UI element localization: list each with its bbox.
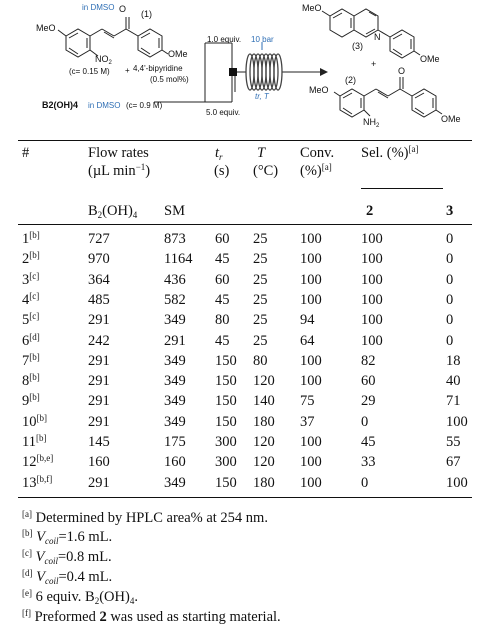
footnote-f: [f] Preformed 2 was used as starting material. <box>22 608 281 625</box>
footnote-b: [b] $V_{coil}=1.6$ mL. <box>22 528 113 546</box>
flow-sm-cell: 160 <box>164 454 186 471</box>
compound-3-ome: OMe <box>420 54 440 64</box>
entry-cell: 3[c] <box>22 270 40 288</box>
compound-3-meo: MeO <box>302 3 322 13</box>
reagent-b2oh4: B2(OH)4 <box>42 100 79 110</box>
compound-1-meo: MeO <box>36 23 56 33</box>
compound-2-label: (2) <box>345 75 356 85</box>
selectivity-3-cell: 71 <box>446 393 461 410</box>
selectivity-3-cell: 0 <box>446 332 454 349</box>
residence-time-cell: 300 <box>215 454 237 471</box>
header-selectivity: Sel. (%)[a] <box>361 144 419 161</box>
header-temperature-unit: (°C) <box>253 163 279 179</box>
compound-1-o: O <box>119 4 127 14</box>
temperature-cell: 120 <box>253 373 275 390</box>
header-flow-unit: (µL $\min^{-1}$) <box>88 162 151 179</box>
selectivity-2-cell: 100 <box>361 291 383 308</box>
selectivity-3-cell: 67 <box>446 454 461 471</box>
flow-sm-cell: 349 <box>164 413 186 430</box>
selectivity-2-cell: 100 <box>361 332 383 349</box>
entry-cell: 11[b] <box>22 433 47 450</box>
selectivity-2-cell: 60 <box>361 373 376 390</box>
conversion-cell: 100 <box>300 271 322 288</box>
plus-1: + <box>125 66 130 75</box>
table-row <box>0 454 489 470</box>
temperature-cell: 25 <box>253 271 268 288</box>
flow-sm-cell: 582 <box>164 291 186 308</box>
flow-sm-cell: 175 <box>164 434 186 450</box>
compound-1-no2: $NO_2$ <box>95 54 112 66</box>
residence-time-cell: 150 <box>215 373 237 390</box>
selectivity-rule <box>361 188 443 189</box>
header-conversion: Conv. <box>300 145 335 161</box>
residence-time-cell: 45 <box>215 332 230 349</box>
table-row <box>0 251 489 267</box>
temperature-cell: 25 <box>253 332 268 349</box>
compound-2-nh2: $NH_2$ <box>363 117 380 129</box>
residence-time-cell: 300 <box>215 434 237 450</box>
header-bottom-rule <box>18 224 472 225</box>
flow-b2oh4-cell: 291 <box>88 393 110 410</box>
equiv-top: 1.0 equiv. <box>207 35 242 44</box>
solvent-top: in DMSO <box>82 3 115 12</box>
selectivity-2-cell: 100 <box>361 231 383 247</box>
header-sm: SM <box>164 203 185 219</box>
flow-b2oh4-cell: 160 <box>88 454 110 471</box>
compound-2-meo: MeO <box>309 85 329 95</box>
residence-time-cell: 45 <box>215 251 230 268</box>
header-product-3: 3 <box>446 203 454 219</box>
selectivity-2-cell: 100 <box>361 251 383 268</box>
selectivity-3-cell: 40 <box>446 373 461 390</box>
flow-sm-cell: 349 <box>164 312 186 329</box>
table-row <box>0 231 489 247</box>
conversion-cell: 100 <box>300 373 322 390</box>
selectivity-2-cell: 100 <box>361 271 383 288</box>
coil-reactor <box>246 54 282 90</box>
selectivity-3-cell: 18 <box>446 352 461 369</box>
flow-b2oh4-cell: 727 <box>88 231 110 247</box>
equiv-bottom: 5.0 equiv. <box>206 108 241 117</box>
selectivity-3-cell: 0 <box>446 271 454 288</box>
coil-conditions: tr, T <box>255 92 269 101</box>
temperature-cell: 25 <box>253 312 268 329</box>
temperature-cell: 80 <box>253 352 268 369</box>
table-row <box>0 333 489 349</box>
entry-cell: 2[b] <box>22 250 40 268</box>
conversion-cell: 75 <box>300 393 315 410</box>
selectivity-3-cell: 0 <box>446 291 454 308</box>
temperature-cell: 120 <box>253 434 275 450</box>
flow-b2oh4-cell: 291 <box>88 373 110 390</box>
header-residence-time-unit: (s) <box>214 163 230 179</box>
table-row <box>0 353 489 369</box>
residence-time-cell: 150 <box>215 413 237 430</box>
table-row <box>0 312 489 328</box>
entry-cell: 13[b,f] <box>22 473 53 491</box>
conversion-cell: 94 <box>300 312 315 329</box>
conversion-cell: 100 <box>300 434 322 450</box>
conc-2: (c= 0.9 M) <box>126 101 163 110</box>
footnote-d: [d] $V_{coil}=0.4$ mL. <box>22 568 113 586</box>
flow-b2oh4-cell: 291 <box>88 474 110 491</box>
flow-sm-cell: 349 <box>164 474 186 491</box>
residence-time-cell: 150 <box>215 474 237 491</box>
compound-1-label: (1) <box>141 9 152 19</box>
selectivity-2-cell: 0 <box>361 413 369 430</box>
selectivity-3-cell: 0 <box>446 251 454 268</box>
solvent-bottom: in DMSO <box>88 101 121 110</box>
compound-3-n: N <box>374 32 381 42</box>
temperature-cell: 180 <box>253 474 275 491</box>
table-top-rule <box>18 140 472 141</box>
selectivity-2-cell: 29 <box>361 393 376 410</box>
compound-2-ome: OMe <box>441 114 461 124</box>
residence-time-cell: 45 <box>215 291 230 308</box>
temperature-cell: 180 <box>253 413 275 430</box>
table-row <box>0 373 489 389</box>
entry-cell: 8[b] <box>22 372 40 390</box>
entry-cell: 6[d] <box>22 331 40 349</box>
footnote-c: [c] $V_{coil}=0.8$ mL. <box>22 548 112 566</box>
entry-cell: 7[b] <box>22 351 40 369</box>
header-entry: # <box>22 145 30 161</box>
temperature-cell: 25 <box>253 291 268 308</box>
flow-b2oh4-cell: 291 <box>88 413 110 430</box>
table-row <box>0 434 489 450</box>
selectivity-2-cell: 0 <box>361 474 369 491</box>
table-row <box>0 272 489 288</box>
footnote-a: [a] Determined by HPLC area% at 254 nm. <box>22 509 268 526</box>
table-row <box>0 292 489 308</box>
flow-b2oh4-cell: 291 <box>88 352 110 369</box>
conversion-cell: 100 <box>300 251 322 268</box>
plus-2: + <box>371 59 377 69</box>
conversion-cell: 100 <box>300 231 322 247</box>
flow-b2oh4-cell: 145 <box>88 434 110 450</box>
compound-3-label: (3) <box>352 41 363 51</box>
flow-b2oh4-cell: 970 <box>88 251 110 268</box>
selectivity-3-cell: 55 <box>446 434 461 450</box>
entry-cell: 4[c] <box>22 290 40 308</box>
conversion-cell: 100 <box>300 291 322 308</box>
conversion-cell: 100 <box>300 352 322 369</box>
catalyst-name: 4,4'-bipyridine <box>133 64 183 73</box>
selectivity-3-cell: 100 <box>446 474 468 491</box>
selectivity-3-cell: 100 <box>446 413 468 430</box>
residence-time-cell: 150 <box>215 352 237 369</box>
flow-sm-cell: 436 <box>164 271 186 288</box>
flow-sm-cell: 349 <box>164 393 186 410</box>
entry-cell: 9[b] <box>22 392 40 410</box>
entry-cell: 1[b] <box>22 230 40 247</box>
header-temperature: T <box>257 145 266 161</box>
pressure-label: 10 bar <box>251 35 274 44</box>
residence-time-cell: 60 <box>215 231 230 247</box>
flow-sm-cell: 1164 <box>164 251 193 268</box>
entry-cell: 5[c] <box>22 311 40 329</box>
header-product-2: 2 <box>366 203 374 219</box>
flow-sm-cell: 349 <box>164 373 186 390</box>
conversion-cell: 37 <box>300 413 315 430</box>
selectivity-2-cell: 45 <box>361 434 376 450</box>
selectivity-2-cell: 82 <box>361 352 376 369</box>
conversion-cell: 100 <box>300 454 322 471</box>
footnote-e: [e] 6 equiv. $B_2(OH)_4$. <box>22 588 138 606</box>
reaction-scheme <box>0 0 489 140</box>
conc-1: (c= 0.15 M) <box>69 67 110 76</box>
compound-2-o: O <box>398 66 406 76</box>
entry-cell: 12[b,e] <box>22 453 54 471</box>
flow-b2oh4-cell: 364 <box>88 271 110 288</box>
selectivity-2-cell: 100 <box>361 312 383 329</box>
flow-sm-cell: 291 <box>164 332 186 349</box>
table-row <box>0 475 489 491</box>
compound-1-ome: OMe <box>168 49 188 59</box>
catalyst-loading: (0.5 mol%) <box>150 75 189 84</box>
entry-cell: 10[b] <box>22 412 47 430</box>
header-residence-time: $t_r$ <box>215 145 223 162</box>
temperature-cell: 25 <box>253 251 268 268</box>
selectivity-2-cell: 33 <box>361 454 376 471</box>
header-conversion-unit: (%)[a] <box>300 162 332 179</box>
selectivity-3-cell: 0 <box>446 312 454 329</box>
conversion-cell: 64 <box>300 332 315 349</box>
temperature-cell: 25 <box>253 231 268 247</box>
selectivity-3-cell: 0 <box>446 231 454 247</box>
temperature-cell: 140 <box>253 393 275 410</box>
flow-sm-cell: 349 <box>164 352 186 369</box>
header-b2oh4: $B_2(OH)_4$ <box>88 203 138 220</box>
flow-b2oh4-cell: 242 <box>88 332 110 349</box>
flow-sm-cell: 873 <box>164 231 186 247</box>
temperature-cell: 120 <box>253 454 275 471</box>
table-bottom-rule <box>18 497 472 498</box>
flow-b2oh4-cell: 291 <box>88 312 110 329</box>
table-row <box>0 414 489 430</box>
residence-time-cell: 60 <box>215 271 230 288</box>
flow-b2oh4-cell: 485 <box>88 291 110 308</box>
residence-time-cell: 80 <box>215 312 230 329</box>
conversion-cell: 100 <box>300 474 322 491</box>
header-flow-rates: Flow rates <box>88 145 149 161</box>
residence-time-cell: 150 <box>215 393 237 410</box>
table-row <box>0 393 489 409</box>
